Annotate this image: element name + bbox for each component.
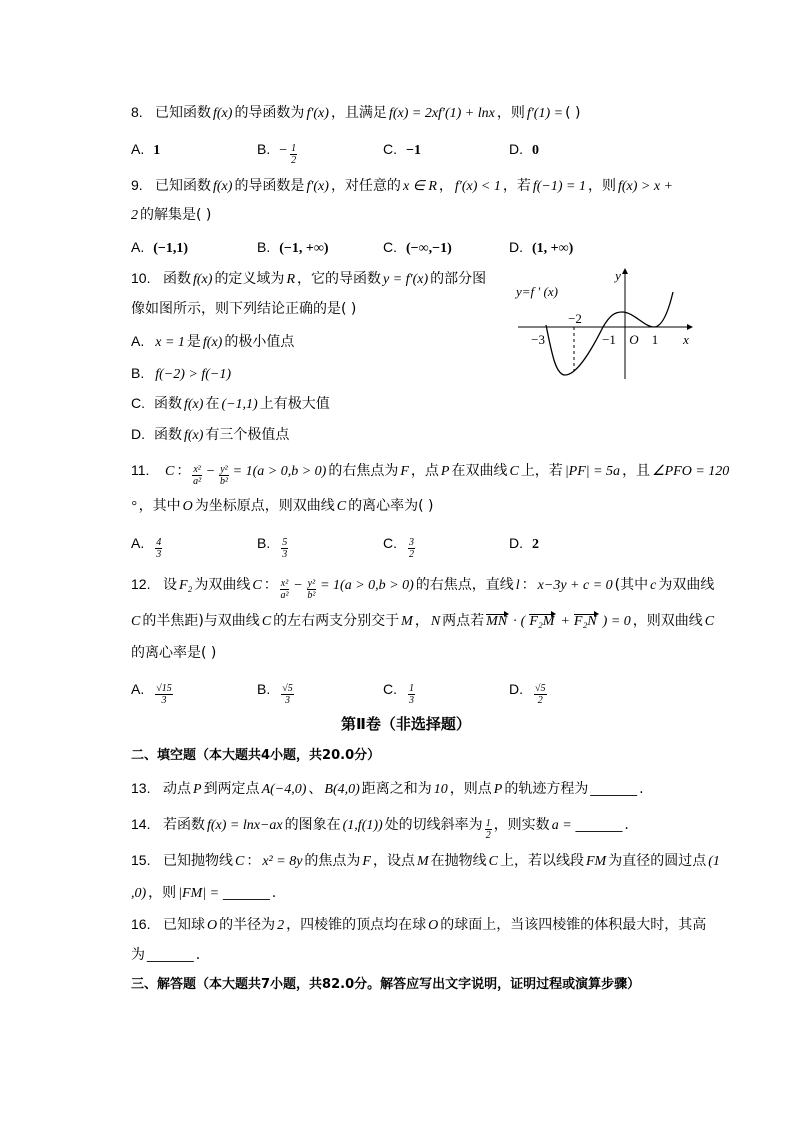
question-number: 8. — [131, 104, 143, 120]
math-expr: (1,f(1)) — [342, 818, 383, 833]
fraction-numerator: √15 — [156, 682, 172, 694]
math-expr: B(4,0) — [324, 782, 360, 797]
stem-text: . — [271, 885, 277, 901]
question-10-line-1 — [131, 268, 486, 293]
stem-text: 为 — [131, 947, 145, 963]
option-b — [257, 679, 383, 706]
stem-text: 为双曲线 — [658, 577, 715, 593]
math-expr: f(x) — [184, 397, 204, 412]
math-expr: N — [430, 614, 441, 629]
option-b — [257, 139, 383, 166]
question-number: 15. — [131, 852, 151, 868]
option-value: 2 — [532, 537, 539, 552]
math-expr: x² = 8y — [262, 854, 303, 869]
stem-text: 在抛物线 — [430, 853, 487, 869]
stem-text: . — [639, 781, 644, 797]
fraction-numerator: 1 — [291, 142, 297, 154]
math-expr: f(−2) > f(−1) — [155, 367, 232, 382]
fraction-denominator: 2 — [409, 548, 414, 560]
option-a — [131, 139, 257, 166]
option-label: B. — [257, 535, 271, 551]
question-10-option-c — [131, 393, 330, 418]
option-label: B. — [257, 239, 271, 255]
option-label: A. — [131, 535, 145, 551]
math-expr: 10 — [433, 782, 448, 797]
option-text: 函数 — [154, 427, 182, 443]
math-expr: x ∈ R — [402, 179, 437, 194]
fraction-numerator: 5 — [282, 536, 288, 548]
fraction-numerator: x² — [280, 577, 289, 589]
stem-text: 已知函数 — [155, 178, 211, 194]
stem-text: 的左右两支分别交于 — [273, 613, 400, 629]
option-label: D. — [509, 239, 523, 255]
stem-text: 函数 — [163, 271, 191, 287]
math-expr: F — [362, 854, 371, 869]
stem-text: 为双曲线 — [194, 577, 251, 593]
fraction-numerator: 1 — [485, 817, 491, 829]
fraction-numerator: √5 — [535, 682, 546, 694]
fraction — [155, 537, 162, 560]
option-label: C. — [383, 535, 397, 551]
stem-text: 若函数 — [163, 817, 205, 833]
math-expr: C — [704, 614, 715, 629]
curve-label: y=f ′ (x) — [516, 284, 558, 299]
stem-text: 处的切线斜率为 — [384, 817, 483, 833]
math-expr: F — [400, 464, 409, 479]
stem-text: 的离心率是( ) — [131, 645, 217, 661]
option-label: A. — [131, 333, 145, 349]
fraction — [485, 818, 492, 841]
math-expr: C — [261, 614, 272, 629]
math-expr: f′(1) = — [526, 106, 564, 121]
math-expr: M — [416, 854, 429, 869]
question-8-options — [131, 139, 635, 166]
math-expr: · — [513, 614, 517, 629]
fraction-denominator: 3 — [282, 548, 288, 560]
stem-text: 距离之和为 — [361, 781, 432, 797]
option-text: 函数 — [154, 396, 182, 412]
math-expr: ° — [131, 499, 137, 514]
stem-text: ，且满足 — [330, 105, 387, 121]
stem-text: ，设点 — [372, 853, 415, 869]
question-16-line-1 — [131, 914, 706, 939]
question-12-line-2 — [131, 611, 716, 635]
option-sign: − — [279, 143, 288, 158]
tick-label-neg2: −2 — [568, 311, 582, 326]
stem-text: 的轨迹方程为 — [504, 781, 589, 797]
math-expr: f(−1) = 1 — [532, 179, 586, 194]
stem-text: 的部分图 — [430, 271, 487, 287]
stem-text: 动点 — [163, 781, 191, 797]
option-label: B. — [257, 141, 271, 157]
stem-text: 、 — [308, 781, 323, 797]
x-axis-label: x — [683, 332, 689, 347]
option-value: (−∞,−1) — [406, 241, 452, 256]
question-number: 9. — [131, 177, 143, 193]
option-d — [509, 139, 635, 166]
stem-text: 的右焦点为 — [328, 463, 399, 479]
stem-text: 已知抛物线 — [163, 853, 233, 869]
stem-text: 的半径为 — [219, 917, 276, 933]
math-expr: f′(x) — [306, 179, 329, 194]
math-expr: C — [131, 614, 141, 629]
option-d — [509, 237, 635, 262]
option-label: B. — [131, 365, 145, 381]
stem-text: 在双曲线 — [451, 463, 508, 479]
fraction — [280, 578, 289, 601]
question-10-option-d — [131, 424, 289, 449]
stem-text: 两点若 — [442, 613, 485, 629]
y-axis-arrow — [622, 268, 628, 274]
origin-label: O — [629, 332, 639, 347]
option-text: 的极小值点 — [224, 334, 295, 350]
stem-text: 已知函数 — [155, 105, 211, 121]
math-expr: M — [401, 614, 413, 629]
math-expr: C — [252, 578, 262, 593]
option-value: 1 — [153, 143, 161, 158]
stem-text: ，若 — [502, 178, 531, 194]
math-expr: O — [428, 918, 439, 933]
answer-blank: ______ — [147, 946, 194, 962]
fraction — [307, 578, 316, 601]
stem-text: 的导函数为 — [234, 105, 305, 121]
option-b — [257, 533, 383, 560]
math-expr: ∠PFO = 120 — [652, 464, 730, 479]
fraction-denominator: b² — [307, 589, 316, 601]
math-expr: O — [207, 918, 218, 933]
math-expr: f(x) = 2xf′(1) + lnx — [388, 106, 495, 121]
stem-text: 像如图所示，则下列结论正确的是( ) — [131, 301, 357, 317]
stem-text: ， — [414, 613, 429, 629]
stem-text: 的焦点为 — [304, 853, 361, 869]
tick-label-1: 1 — [651, 332, 659, 347]
option-a — [131, 679, 257, 706]
math-expr: f(x) — [184, 428, 204, 443]
option-value: 0 — [532, 143, 539, 158]
option-label: C. — [383, 239, 397, 255]
math-expr: ) = 0 — [602, 614, 631, 629]
fraction-denominator: 3 — [161, 694, 167, 706]
math-expr: A(−4,0) — [261, 782, 307, 797]
math-expr: a = — [551, 818, 572, 833]
derivative-graph-figure — [512, 265, 697, 383]
math-expr: f′(x) — [306, 106, 329, 121]
fraction-numerator: √5 — [282, 682, 293, 694]
question-12-line-3 — [131, 643, 216, 667]
question-12-options — [131, 679, 635, 706]
math-expr: |FM| = — [178, 886, 220, 901]
option-label: D. — [131, 426, 145, 442]
stem-text: ( ) — [565, 105, 581, 121]
stem-text: ： — [521, 577, 536, 593]
math-expr: x−3y + c = 0 — [537, 578, 613, 593]
math-expr: = 1(a > 0,b > 0) — [320, 578, 414, 593]
question-number: 10. — [131, 270, 151, 286]
fraction — [192, 464, 201, 487]
stem-text: 设 — [163, 577, 177, 593]
option-text: 上有极大值 — [259, 396, 330, 412]
math-expr: l — [515, 578, 520, 593]
math-expr: O — [182, 499, 193, 514]
stem-text: 的球面上，当该四棱锥的体积最大时，其高 — [440, 917, 707, 933]
question-15-line-2 — [131, 882, 276, 907]
math-expr: C — [165, 464, 175, 479]
question-10-option-b — [131, 363, 233, 388]
question-9-line-1 — [131, 175, 675, 200]
option-label: C. — [383, 141, 397, 157]
stem-text: 已知球 — [163, 917, 205, 933]
question-11-line-1 — [131, 460, 731, 487]
part-2-title: 第Ⅱ卷（非选择题） — [341, 715, 471, 733]
question-number: 14. — [131, 816, 151, 832]
fraction-numerator: 1 — [409, 682, 414, 694]
math-expr: (1 — [708, 854, 720, 869]
math-expr: − — [205, 464, 216, 479]
stem-text: ，其中 — [138, 498, 181, 514]
question-14 — [131, 814, 629, 841]
option-text: 在 — [205, 396, 220, 412]
fraction-denominator: a² — [193, 475, 202, 487]
vector-expr: MN — [486, 612, 509, 632]
stem-text: ，它的导函数 — [297, 271, 381, 287]
math-expr: C — [488, 854, 498, 869]
option-d — [509, 533, 635, 560]
stem-text: . — [624, 817, 629, 833]
fraction-denominator: 2 — [537, 694, 543, 706]
question-16-line-2 — [131, 944, 200, 969]
math-expr: |PF| = 5a — [564, 464, 621, 479]
question-number: 13. — [131, 780, 151, 796]
stem-text: 的离心率为( ) — [348, 498, 434, 514]
question-11-line-2 — [131, 496, 433, 520]
stem-text: 的半焦距)与双曲线 — [142, 613, 260, 629]
stem-text: ，则点 — [449, 781, 492, 797]
tick-label-neg3: −3 — [531, 332, 545, 347]
fraction — [155, 683, 173, 706]
math-expr: f(x) — [213, 106, 233, 121]
option-label: C. — [383, 681, 397, 697]
stem-text: 上，若 — [520, 463, 563, 479]
math-expr: f(x) — [202, 335, 223, 350]
math-expr: 2 — [277, 918, 285, 933]
question-10-line-2 — [131, 299, 356, 323]
option-label: A. — [131, 141, 145, 157]
math-expr: FM — [586, 854, 607, 869]
y-axis-label: y — [615, 268, 621, 283]
math-expr: ( — [520, 614, 526, 629]
stem-text: 的解集是( ) — [140, 207, 212, 223]
option-c — [383, 679, 509, 706]
fraction — [408, 683, 415, 706]
math-expr: ,0) — [131, 886, 147, 901]
stem-text: (其中 — [614, 577, 649, 593]
stem-text: ，则 — [148, 885, 177, 901]
math-expr: f(x) = lnx−ax — [207, 818, 283, 833]
math-expr: y = f′(x) — [383, 272, 429, 287]
math-expr: x = 1 — [155, 335, 185, 350]
stem-text: ，则实数 — [493, 817, 550, 833]
math-expr: P — [440, 464, 450, 479]
tick-label-neg1: −1 — [602, 332, 616, 347]
option-value: (−1,1) — [153, 241, 189, 256]
stem-text: ，且 — [622, 463, 651, 479]
option-c — [383, 533, 509, 560]
option-label: C. — [131, 395, 145, 411]
fraction — [281, 683, 294, 706]
option-text: 有三个极值点 — [205, 427, 290, 443]
answer-blank: ______ — [575, 816, 623, 832]
stem-text: 的定义域为 — [214, 271, 285, 287]
option-label: D. — [509, 681, 523, 697]
stem-text: ，则 — [587, 178, 616, 194]
question-9-options — [131, 237, 635, 262]
fraction-denominator: 2 — [291, 154, 297, 166]
stem-text: 到两定点 — [203, 781, 260, 797]
stem-text: 为坐标原点，则双曲线 — [194, 498, 335, 514]
fraction-numerator: 4 — [156, 536, 162, 548]
question-10-option-a — [131, 331, 294, 356]
stem-text: 为直径的圆过点 — [608, 853, 707, 869]
option-label: D. — [509, 141, 523, 157]
option-label: B. — [257, 681, 271, 697]
stem-text: ， — [438, 178, 453, 194]
math-expr: 2 — [131, 208, 138, 223]
stem-text: ，则双曲线 — [632, 613, 703, 629]
stem-text: . — [195, 947, 201, 963]
option-value: −1 — [406, 143, 421, 158]
question-9-line-2 — [131, 205, 211, 229]
question-number: 11. — [131, 462, 150, 478]
section-2-heading: 二、填空题（本大题共4小题，共20.0分） — [131, 748, 381, 763]
fraction — [408, 537, 415, 560]
stem-text: ，点 — [410, 463, 439, 479]
fraction — [534, 683, 547, 706]
fraction — [219, 464, 228, 487]
option-value: (−1, +∞) — [279, 241, 329, 256]
stem-text: 的右焦点，直线 — [415, 577, 514, 593]
math-expr: f(x) — [213, 179, 233, 194]
fraction-denominator: b² — [219, 475, 228, 487]
option-d — [509, 679, 635, 706]
stem-text: ： — [263, 577, 278, 593]
question-number: 12. — [131, 576, 151, 592]
math-expr: f(x) — [193, 272, 213, 287]
stem-text: 的图象在 — [284, 817, 341, 833]
math-expr: C — [336, 499, 347, 514]
math-expr: P — [493, 782, 503, 797]
fraction-denominator: 3 — [409, 694, 414, 706]
math-expr: (−1,1) — [221, 397, 258, 412]
math-expr: C — [509, 464, 519, 479]
x-axis-arrow — [687, 324, 693, 330]
option-label: D. — [509, 535, 523, 551]
math-expr: C — [235, 854, 245, 869]
stem-text: ，则 — [496, 105, 525, 121]
stem-text: ： — [176, 463, 191, 479]
fraction-denominator: 2 — [485, 829, 491, 841]
answer-blank: ______ — [223, 884, 270, 900]
question-11-options — [131, 533, 635, 560]
fraction-denominator: 3 — [284, 694, 290, 706]
vector-expr: F₂M — [529, 612, 556, 632]
option-label: A. — [131, 681, 145, 697]
option-c — [383, 139, 509, 166]
math-expr: f(x) > x + — [617, 179, 673, 194]
fraction-numerator: y² — [307, 577, 316, 589]
fraction-numerator: x² — [193, 463, 201, 475]
fraction-denominator: a² — [280, 589, 289, 601]
question-number: 16. — [131, 916, 151, 932]
stem-text: ，对任意的 — [330, 178, 401, 194]
section-3-heading: 三、解答题（本大题共7小题，共82.0分。解答应写出文字说明，证明过程或演算步骤） — [131, 977, 641, 992]
math-expr: + — [560, 614, 570, 629]
answer-blank: ______ — [590, 780, 638, 796]
math-expr: R — [286, 272, 295, 287]
fraction-numerator: 3 — [409, 536, 414, 548]
option-b — [257, 237, 383, 262]
math-expr: = 1(a > 0,b > 0) — [232, 464, 327, 479]
question-12-line-1 — [131, 574, 714, 601]
option-a — [131, 237, 257, 262]
math-expr: F₂ — [179, 578, 193, 593]
option-label: A. — [131, 239, 145, 255]
fraction-denominator: 3 — [156, 548, 162, 560]
option-a — [131, 533, 257, 560]
option-text: 是 — [186, 334, 201, 350]
fraction-numerator: y² — [220, 463, 228, 475]
stem-text: 上，若以线段 — [500, 853, 584, 869]
question-13 — [131, 778, 644, 803]
vector-expr: F₂N — [574, 612, 599, 632]
stem-text: ： — [246, 853, 261, 869]
math-expr: − — [293, 578, 303, 593]
math-expr: c — [650, 578, 657, 593]
stem-text: ，四棱锥的顶点均在球 — [286, 917, 427, 933]
stem-text: 的导函数是 — [234, 178, 305, 194]
question-15-line-1 — [131, 850, 722, 875]
option-c — [383, 237, 509, 262]
fraction — [281, 537, 288, 560]
fraction — [290, 143, 297, 166]
question-8-line-1 — [131, 102, 580, 127]
option-value: (1, +∞) — [532, 241, 574, 256]
math-expr: f′(x) < 1 — [454, 179, 501, 194]
math-expr: P — [193, 782, 202, 797]
